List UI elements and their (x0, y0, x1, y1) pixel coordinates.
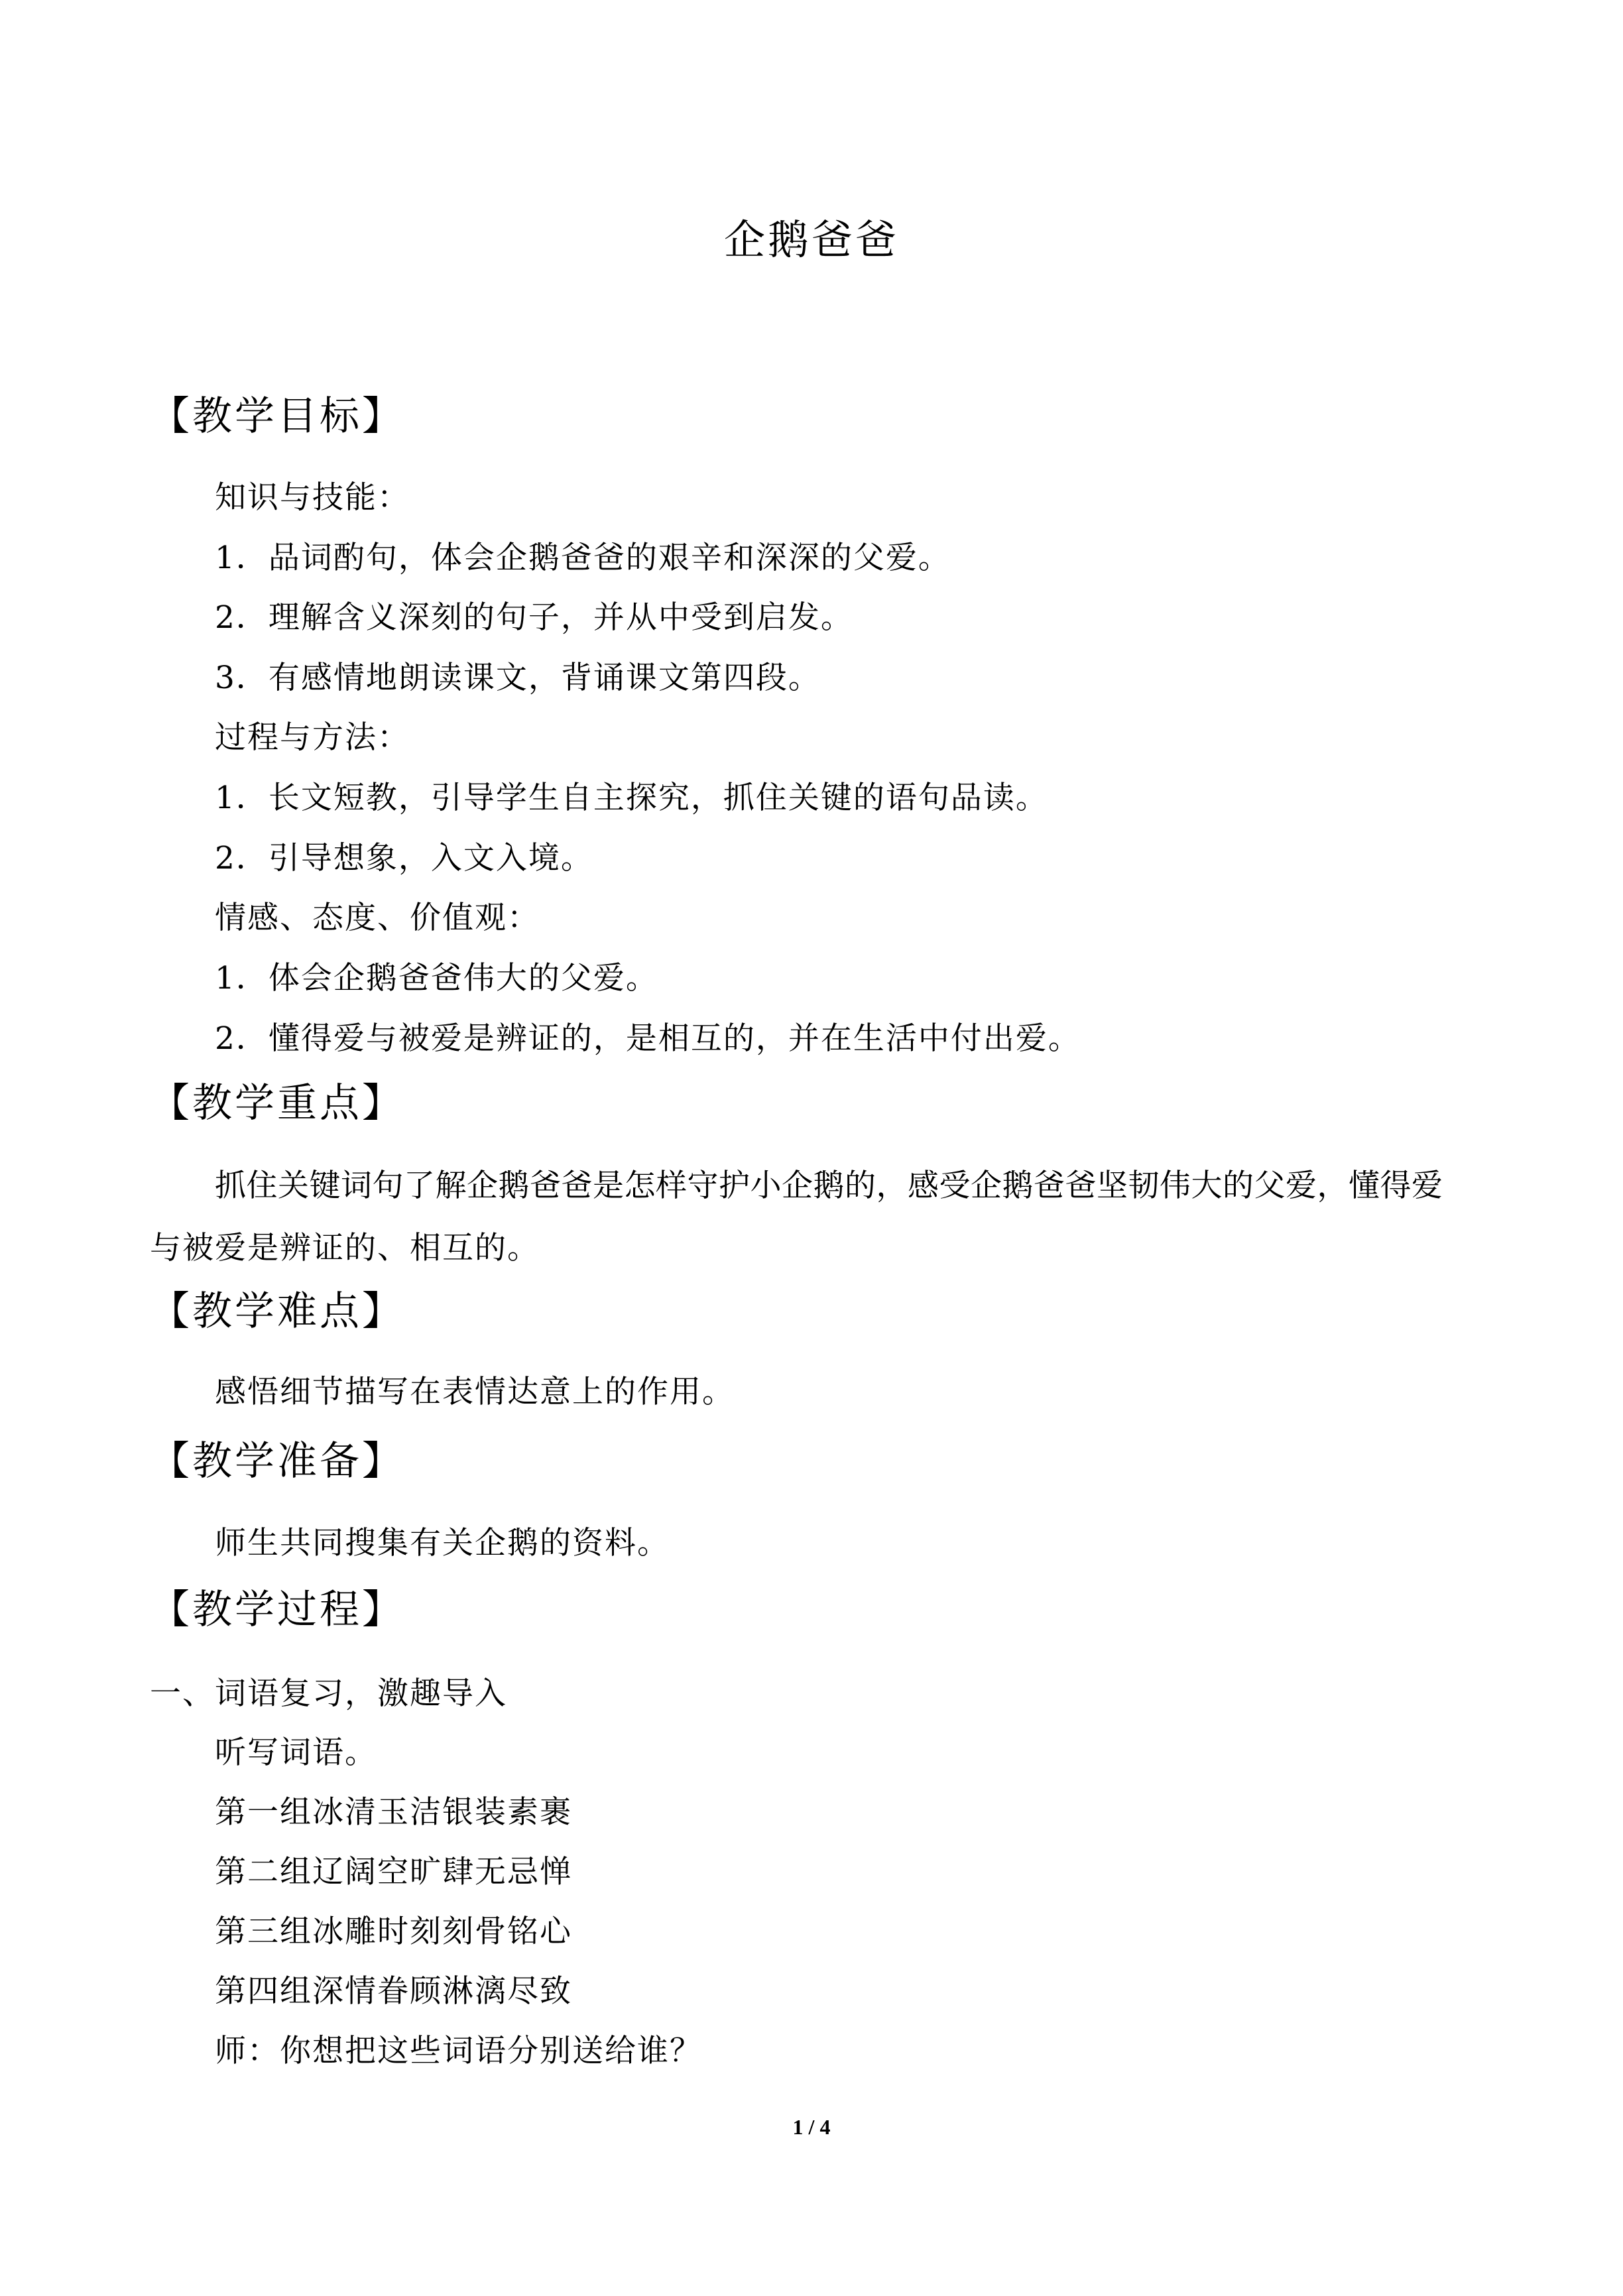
process-step-1: 一、词语复习，激趣导入 (150, 1675, 507, 1712)
key-points-line-1: 抓住关键词句了解企鹅爸爸是怎样守护小企鹅的，感受企鹅爸爸坚韧伟大的父爱，懂得爱 (215, 1168, 1443, 1204)
process-item-2: 2．引导想象，入文入境。 (215, 840, 593, 876)
word-group-3: 第三组冰雕时刻刻骨铭心 (215, 1913, 572, 1950)
document-title: 企鹅爸爸 (723, 215, 899, 264)
heading-process: 【教学过程】 (150, 1587, 404, 1633)
emotion-label: 情感、态度、价值观： (215, 900, 540, 936)
word-group-1: 第一组冰清玉洁银装素裹 (215, 1794, 572, 1831)
knowledge-label: 知识与技能： (215, 479, 410, 516)
dictation-label: 听写词语。 (215, 1734, 377, 1771)
page-number: 1 / 4 (792, 2115, 831, 2139)
word-group-2: 第二组辽阔空旷肆无忌惮 (215, 1854, 572, 1890)
heading-key-points: 【教学重点】 (150, 1080, 404, 1126)
emotion-item-2: 2．懂得爱与被爱是辨证的，是相互的，并在生活中付出爱。 (215, 1020, 1081, 1057)
word-group-4: 第四组深情眷顾淋漓尽致 (215, 1973, 572, 2010)
process-label: 过程与方法： (215, 719, 410, 756)
heading-difficulties: 【教学难点】 (150, 1288, 404, 1335)
heading-preparation: 【教学准备】 (150, 1438, 404, 1484)
process-item-1: 1．长文短教，引导学生自主探究，抓住关键的语句品读。 (215, 780, 1048, 816)
teacher-question: 师：你想把这些词语分别送给谁？ (215, 2033, 702, 2069)
knowledge-item-3: 3．有感情地朗读课文，背诵课文第四段。 (215, 660, 821, 696)
heading-objectives: 【教学目标】 (150, 393, 404, 440)
knowledge-item-1: 1．品词酌句，体会企鹅爸爸的艰辛和深深的父爱。 (215, 540, 951, 576)
preparation-text: 师生共同搜集有关企鹅的资料。 (215, 1525, 670, 1561)
emotion-item-1: 1．体会企鹅爸爸伟大的父爱。 (215, 960, 658, 997)
knowledge-item-2: 2．理解含义深刻的句子，并从中受到启发。 (215, 599, 853, 636)
key-points-line-2: 与被爱是辨证的、相互的。 (150, 1230, 540, 1266)
difficulties-text: 感悟细节描写在表情达意上的作用。 (215, 1374, 735, 1410)
